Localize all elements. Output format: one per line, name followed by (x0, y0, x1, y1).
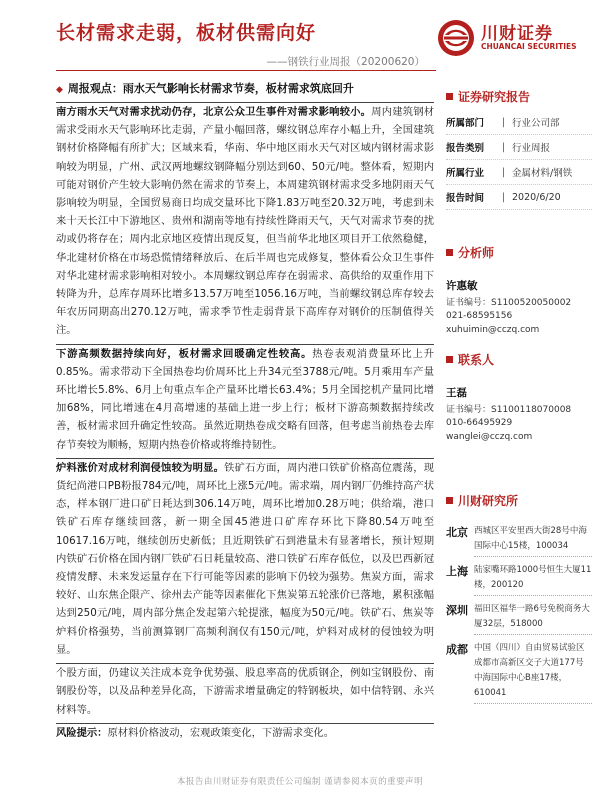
contact-name: 王磊 (446, 387, 467, 399)
paragraph-text: 周内建筑钢材需求受雨水天气影响环比走弱，产量小幅回落，螺纹钢总库存小幅上升，全国建筑钢材价格降幅有所扩大；区域来看，华南、华中地区雨水天气对区域内钢材需求影响较为明显，广州、武汉两地螺纹钢降幅分别达到60、50元/吨。整体看，短期内可能对钢价产生较大影响仍然在需求的节奏上，本周建筑钢材需求受多地阴雨天气影响较为明显，全国贸易商日均成交量环比下降1.83万吨至20.32万吨，考虑到未来十天长江中下游地区、贵州和湖南等地有持续性降雨天气，天气对需求节奏的扰动或仍将存在；周内北京地区疫情出现反复，但当前华北地区项目开工依然稳健，华北建材价格在市场恐慌情绪释放后、在后半周也完成修复，整体看公众卫生事件对华北建材需求影响相对较小。本周螺纹钢总库存在弱需求、高供给的双重作用下转降为升，总库存周环比增多13.57万吨至1056.16万吨，当前螺纹钢总库存较去年农历同期高出270.12万吨，需求季节性走弱背景下高库存对钢价的压制值得关注。 (56, 106, 435, 337)
info-row (446, 160, 592, 185)
paragraph-lead: 下游高频数据持续向好，板材需求回暖确定性较高。 (56, 347, 313, 360)
info-separator: | (502, 116, 506, 128)
contact-phone: 010-66495929 (446, 418, 513, 428)
paragraph-text: 铁矿石方面，周内港口铁矿价格高位震荡，现货纪尚港口PB粉报784元/吨，周环比上涨5元/吨。需求端，周内钢厂仍维持高产状态，样本钢厂进口矿日耗达到306.14万吨，周环比增加0.28万吨；供给端，港口铁矿石库存继续回落，新一期全国45港进口矿库存环比下降80.54万吨至10617.16万吨，继续创历史新低；且近期铁矿石到港量未有显著增长，预计短期内铁矿石价格在国内钢厂铁矿石日耗量较高、港口铁矿石库存低位，以及巴西新冠疫情发酵、未来发运量存在下行可能等因素的影响下仍较为强势。焦炭方面，需求较好、山东焦企限产、徐州去产能等因素催化下焦炭第五轮涨价已落地，累积涨幅达到250元/吨，周内部分焦企发起第六轮提涨，幅度为50元/吨。铁矿石、焦炭等炉料价格强势，当前测算钢厂高频利润仅有150元/吨，炉料对成材的侵蚀较为明显。 (56, 461, 435, 656)
analyst-card (446, 280, 592, 337)
paragraph-text: 热卷表观消费量环比上升0.85%。需求带动下全国热卷均价周环比上升34元至3788元/吨。5月乘用车产量环比增长5.8%、6月上旬重点车企产量环比增长63.4%；5月全国挖机产量同比增加68%，同比增速在4月高增速的基础上进一步上行；板材下游高频数据持续改善，板材需求回升确定性较高。虽然近期热卷成交略有回落，但考虑当前热卷去库存节奏较为顺畅，短期内热卷价格或将维持韧性。 (56, 347, 435, 451)
chuancai-logo-icon (436, 18, 476, 58)
paragraph-text: 个股方面，仍建议关注成本竞争优势强、股息率高的优质钢企，例如宝钢股份、南钢股份等，以及品种差异化高，下游需求增量确定的特钢板块，如中信特钢、永兴材料等。 (56, 667, 434, 716)
paragraph-stocks (56, 664, 434, 719)
office-chengdu (446, 641, 592, 704)
summary-heading-text: 周报观点：雨水天气影响长材需求节奏，板材需求筑底回升 (67, 82, 354, 95)
paragraph-lead: 风险提示： (56, 726, 108, 739)
institute-section-label: 川财研究所 (458, 494, 519, 508)
office-shanghai (446, 563, 592, 596)
square-bullet-icon (446, 249, 453, 256)
logo-text-cn: 川财证券 (481, 24, 553, 44)
office-address: 福田区福华一路6号免税商务大厦32层，518000 (474, 602, 592, 635)
info-value: 金属材料/钢铁 (512, 168, 573, 179)
paragraph-lead: 炉料涨价对成材利润侵蚀较为明显。 (56, 461, 225, 474)
office-address: 陆家嘴环路1000号恒生大厦11楼，200120 (474, 563, 592, 596)
paragraph-rebar-demand (56, 103, 434, 340)
contact-section-heading (446, 351, 592, 369)
paragraph-risk (56, 724, 434, 742)
summary-heading (56, 80, 434, 96)
sidebar (446, 88, 592, 710)
contact-cert: 证书编号：S1100118070008 (446, 404, 572, 415)
info-separator: | (502, 191, 506, 203)
company-logo (436, 16, 586, 60)
info-row (446, 185, 592, 210)
institute-section-heading (446, 492, 592, 510)
info-value: 行业周报 (512, 143, 551, 154)
logo-text-en: CHUANCAI SECURITIES (481, 42, 577, 51)
report-section-heading (446, 88, 592, 106)
office-beijing (446, 524, 592, 557)
info-separator: | (502, 141, 506, 153)
analyst-name: 许惠敏 (446, 280, 478, 292)
info-value: 行业公司部 (512, 118, 560, 129)
paragraph-raw-materials (56, 459, 434, 659)
office-shenzhen (446, 602, 592, 635)
info-key: 报告时间 (446, 193, 485, 204)
square-bullet-icon (446, 356, 453, 363)
info-separator: | (502, 166, 506, 178)
info-row (446, 135, 592, 160)
paragraph-text: 原材料价格波动，宏观政策变化，下游需求变化。 (107, 726, 335, 739)
contact-email[interactable]: wanglei@cczq.com (446, 431, 533, 442)
office-city: 北京 (446, 526, 468, 539)
diamond-icon: ◆ (56, 85, 63, 95)
office-city: 上海 (446, 565, 468, 578)
info-key: 报告类别 (446, 143, 485, 154)
analyst-email[interactable]: xuhuimin@cczq.com (446, 324, 540, 335)
paragraph-lead: 南方雨水天气对需求扰动仍存，北京公众卫生事件对需求影响较小。 (56, 106, 372, 118)
page-footer: 本报告由川财证券有限责任公司编制 谨请参阅本页的重要声明 (176, 777, 424, 787)
office-address: 西城区平安里西大街28号中海国际中心15楼，100034 (474, 524, 592, 557)
square-bullet-icon (446, 497, 453, 504)
analyst-phone: 021-68595156 (446, 311, 513, 321)
report-subtitle: ——钢铁行业周报（20200620） (266, 56, 425, 68)
office-city: 深圳 (446, 604, 468, 617)
main-content (56, 80, 434, 746)
analyst-section-label: 分析师 (458, 246, 495, 260)
contact-section-label: 联系人 (458, 353, 495, 367)
report-info-table (446, 110, 592, 210)
report-section-label: 证券研究报告 (458, 90, 531, 104)
office-address: 中国（四川）自由贸易试验区成都市高新区交子大道177号中海国际中心B座17楼，610041 (474, 641, 592, 704)
info-value: 2020/6/20 (512, 191, 561, 203)
paragraph-plate-demand (56, 345, 434, 454)
info-key: 所属行业 (446, 168, 485, 179)
square-bullet-icon (446, 93, 453, 100)
info-row (446, 110, 592, 135)
contact-card (446, 387, 592, 444)
analyst-section-heading (446, 244, 592, 262)
info-key: 所属部门 (446, 118, 485, 129)
report-title: 长材需求走弱，板材供需向好 (56, 22, 317, 44)
title-divider (56, 70, 436, 71)
office-city: 成都 (446, 643, 468, 656)
analyst-cert: 证书编号：S1100520050002 (446, 297, 572, 308)
